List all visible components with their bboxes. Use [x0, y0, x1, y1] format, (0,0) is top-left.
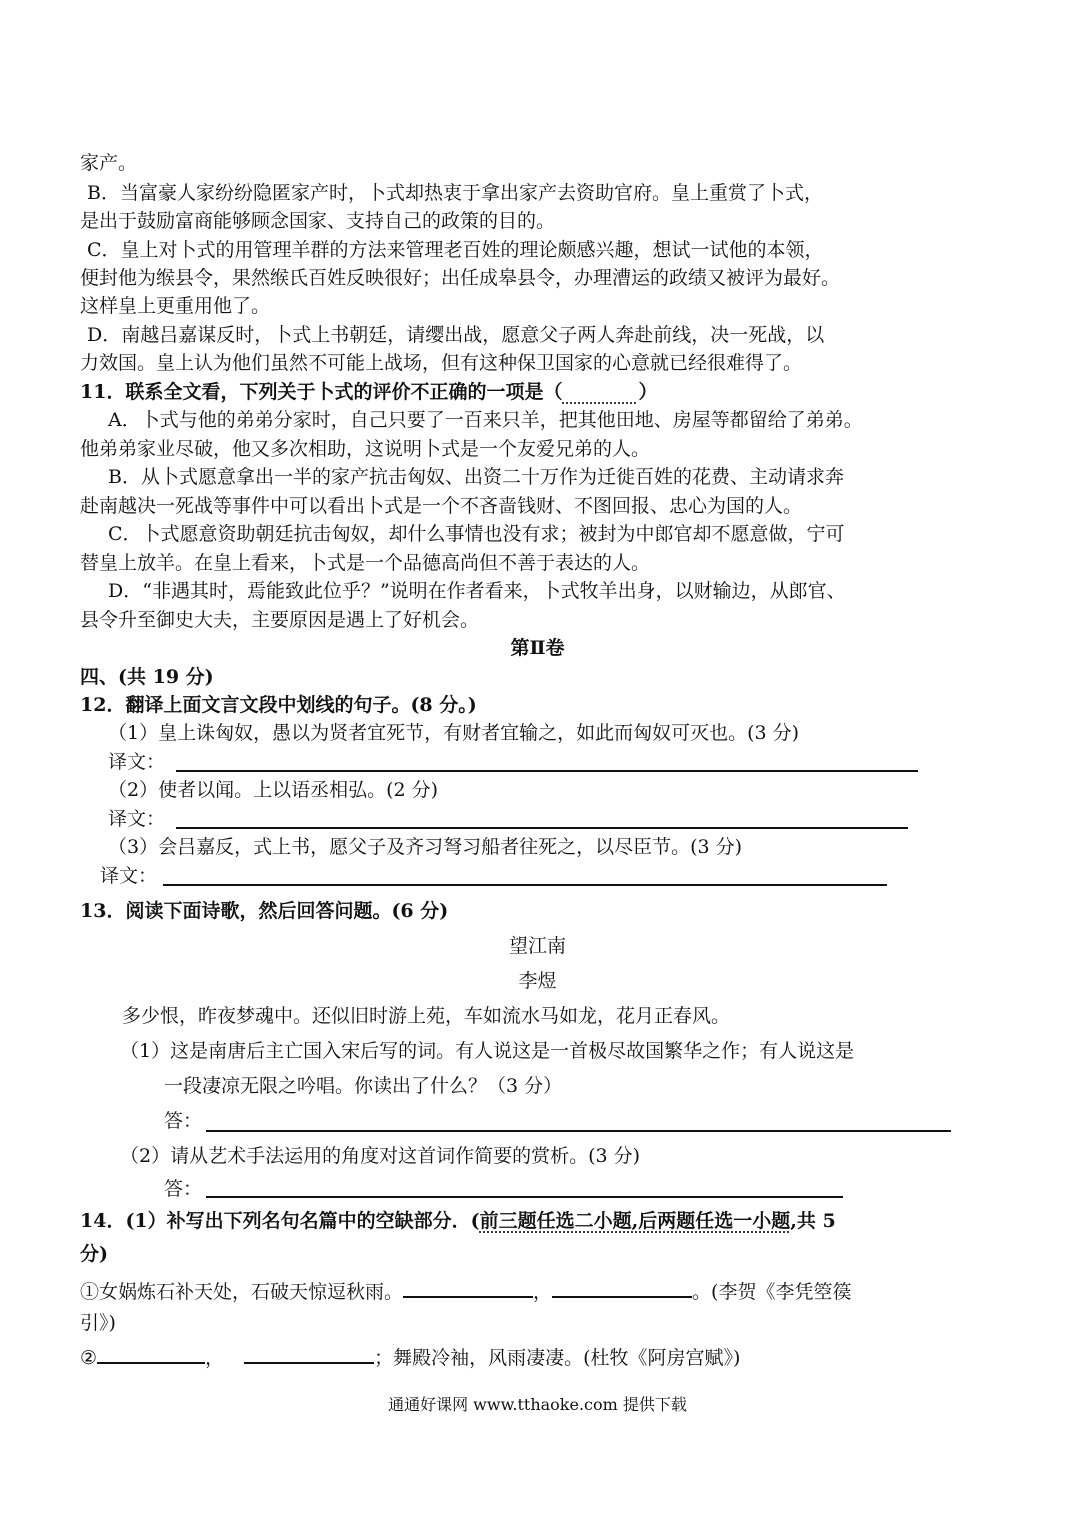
page-footer: 通通好课网 www.tthaoke.com 提供下载: [388, 1395, 687, 1414]
q12-answer-label-3: 译文：: [100, 865, 158, 887]
poem-text: 多少恨，昨夜梦魂中。还似旧时游上苑，车如流水马如龙，花月正春风。: [122, 1005, 731, 1027]
q14-stem-line2: 分): [80, 1243, 108, 1265]
q11-option-a-line2: 他弟弟家业尽破，他又多次相助，这说明卜式是一个友爱兄弟的人。: [80, 438, 651, 460]
q10-option-d-line2: 力效国。皇上认为他们虽然不可能上战场，但有这种保卫国家的心意就已经很难得了。: [80, 352, 803, 374]
q10-option-b-line2: 是出于鼓励富商能够顾念国家、支持自己的政策的目的。: [80, 210, 556, 232]
q10-option-b-line1: B．当富豪人家纷纷隐匿家产时，卜式却热衷于拿出家产去资助官府。皇上重赏了卜式，: [87, 182, 823, 204]
q14-item-2-blank-2[interactable]: [244, 1346, 374, 1364]
q11-option-d-line1: D．“非遇其时，焉能致此位乎？”说明在作者看来，卜式牧羊出身，以财输边，从郎官、: [108, 580, 846, 602]
q12-sentence-2: （2）使者以闻。上以语丞相弘。(2 分): [108, 779, 439, 801]
q13-part2: （2）请从艺术手法运用的角度对这首词作简要的赏析。(3 分): [120, 1145, 641, 1167]
q13-answer-line-2[interactable]: [206, 1196, 843, 1198]
q11-answer-blank: [562, 381, 638, 403]
q11-option-c-line2: 替皇上放羊。在皇上看来，卜式是一个品德高尚但不善于表达的人。: [80, 552, 651, 574]
q13-stem: 13．阅读下面诗歌，然后回答问题。(6 分): [80, 900, 449, 922]
q10-option-c-line2: 便封他为缑县令，果然缑氏百姓反映很好；出任成皋县令，办理漕运的政绩又被评为最好。: [80, 267, 841, 289]
q10-option-c-line3: 这样皇上更重用他了。: [80, 295, 271, 317]
q11-option-b-line2: 赴南越决一死战等事件中可以看出卜式是一个不吝啬钱财、不图回报、忠心为国的人。: [80, 495, 803, 517]
part-4-heading: 四、(共 19 分): [80, 666, 214, 688]
q14-item-2-text: ；舞殿冷袖，风雨凄凄。(杜牧《阿房宫赋》): [374, 1347, 741, 1369]
q14-stem-instruction: 前三题任选二小题,后两题任选一小题: [479, 1210, 791, 1232]
q11-option-b-line1: B．从卜式愿意拿出一半的家产抗击匈奴、出资二十万作为迁徙百姓的花费、主动请求奔: [108, 466, 844, 488]
q11-stem-text: 11．联系全文看，下列关于卜式的评价不正确的一项是（: [80, 381, 563, 403]
q14-stem-line1: [80, 1208, 836, 1234]
q14-item-2-sep: ，: [205, 1347, 225, 1369]
q11-option-a-line1: A．卜式与他的弟弟分家时，自己只要了一百来只羊，把其他田地、房屋等都留给了弟弟。: [108, 409, 863, 431]
q11-stem-close: ）: [638, 381, 658, 403]
q14-item-1-text: ①女娲炼石补天处，石破天惊逗秋雨。: [80, 1281, 404, 1303]
q12-answer-label-2: 译文：: [108, 808, 166, 830]
q12-sentence-3: （3）会吕嘉反，式上书，愿父子及齐习弩习船者往死之，以尽臣节。(3 分): [108, 836, 743, 858]
q12-sentence-1: （1）皇上诛匈奴，愚以为贤者宜死节，有财者宜输之，如此而匈奴可灭也。(3 分): [108, 722, 800, 744]
q14-item-1-cont: 引》): [80, 1312, 116, 1334]
q10-option-d-line1: D．南越吕嘉谋反时，卜式上书朝廷，请缨出战，愿意父子两人奔赴前线，决一死战，以: [87, 324, 825, 346]
q12-answer-line-2[interactable]: [176, 827, 908, 829]
q14-item-1-blank-2[interactable]: [552, 1280, 692, 1298]
q12-stem: 12．翻译上面文言文段中划线的句子。(8 分。): [80, 694, 477, 716]
section-2-title: 第Ⅱ卷: [510, 637, 565, 659]
q14-item-1: [80, 1279, 851, 1305]
q14-item-2-num: ②: [80, 1347, 98, 1369]
q13-answer-line-1[interactable]: [206, 1130, 951, 1132]
q14-item-2-blank-1[interactable]: [97, 1346, 205, 1364]
q14-item-2: [80, 1345, 740, 1371]
q13-part1-line2: 一段凄凉无限之吟唱。你读出了什么？（3 分）: [164, 1075, 563, 1097]
q11-stem: [80, 379, 657, 405]
q14-stem-post: ,共 5: [790, 1210, 836, 1232]
q14-item-1-blank-1[interactable]: [403, 1280, 533, 1298]
q12-answer-line-3[interactable]: [163, 884, 887, 886]
q14-item-1-source: 。(李贺《李凭箜篌: [692, 1281, 852, 1303]
q11-option-c-line1: C．卜式愿意资助朝廷抗击匈奴，却什么事情也没有求；被封为中郎官却不愿意做，宁可: [108, 523, 845, 545]
q14-stem-pre: 14．(1）补写出下列名句名篇中的空缺部分．(: [80, 1210, 480, 1232]
q12-answer-label-1: 译文：: [108, 751, 166, 773]
q13-part1-line1: （1）这是南唐后主亡国入宋后写的词。有人说这是一首极尽故国繁华之作；有人说这是: [120, 1040, 855, 1062]
q11-option-d-line2: 县令升至御史大夫，主要原因是遇上了好机会。: [80, 609, 480, 631]
q14-item-1-sep: ，: [533, 1281, 553, 1303]
q10-option-a-end: 家产。: [80, 152, 138, 174]
q10-option-c-line1: C．皇上对卜式的用管理羊群的方法来管理老百姓的理论颇感兴趣，想试一试他的本领，: [87, 239, 824, 261]
q13-answer-label-2: 答：: [164, 1178, 203, 1200]
poem-author: 李煜: [518, 970, 557, 992]
poem-title: 望江南: [508, 935, 566, 957]
q12-answer-line-1[interactable]: [176, 770, 918, 772]
q13-answer-label-1: 答：: [164, 1110, 203, 1132]
